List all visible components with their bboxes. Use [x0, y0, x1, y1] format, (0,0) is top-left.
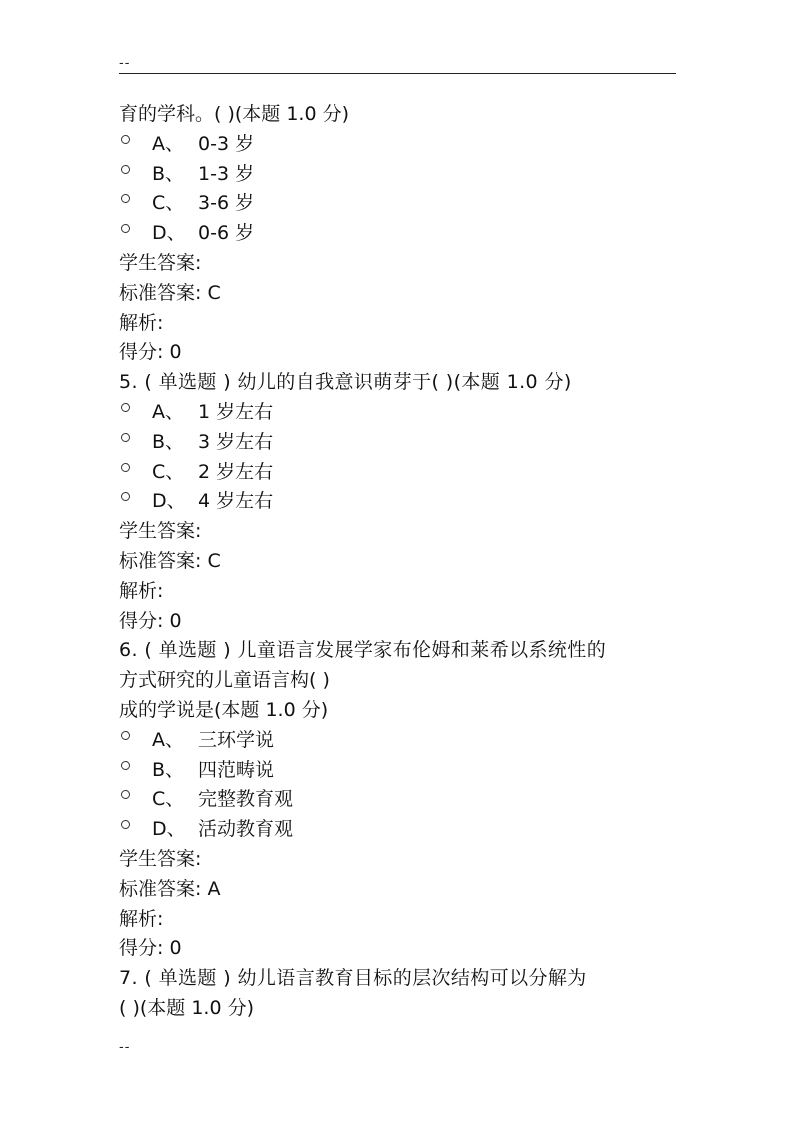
option-row[interactable]: [119, 458, 679, 488]
option-row[interactable]: [119, 785, 679, 815]
option-text: 1 岁左右: [198, 400, 274, 423]
radio-button-icon[interactable]: [121, 433, 130, 442]
option-row[interactable]: [119, 815, 679, 845]
question-stem: 6. ( 单选题 ) 儿童语言发展学家布伦姆和莱希以系统性的: [119, 639, 607, 662]
text-line: 学生答案:: [119, 251, 202, 274]
radio-button-icon[interactable]: [121, 731, 130, 740]
option-row[interactable]: [119, 160, 679, 190]
header-rule: [119, 73, 676, 74]
option-letter: B、: [152, 162, 185, 185]
text-line: 解析:: [119, 907, 164, 930]
option-letter: C、: [152, 192, 185, 215]
option-row[interactable]: [119, 398, 679, 428]
header-dashes: --: [119, 56, 131, 71]
option-letter: B、: [152, 758, 185, 781]
option-letter: A、: [152, 132, 184, 155]
text-line: 育的学科。( )(本题 1.0 分): [119, 103, 349, 125]
text-line: 得分: 0: [119, 937, 182, 960]
option-text: 3-6 岁: [198, 192, 255, 215]
option-text: 活动教育观: [198, 818, 294, 841]
footer-dashes: --: [119, 1040, 131, 1055]
option-text: 1-3 岁: [198, 162, 255, 185]
option-row[interactable]: [119, 487, 679, 517]
option-letter: D、: [152, 222, 186, 245]
option-row[interactable]: [119, 726, 679, 756]
option-row[interactable]: [119, 130, 679, 160]
option-row[interactable]: [119, 756, 679, 786]
text-line: 解析:: [119, 311, 164, 334]
radio-button-icon[interactable]: [121, 820, 130, 829]
radio-button-icon[interactable]: [121, 135, 130, 144]
text-line: 得分: 0: [119, 609, 182, 632]
option-letter: D、: [152, 818, 186, 841]
option-letter: C、: [152, 460, 185, 483]
option-text: 三环学说: [198, 728, 275, 751]
option-letter: D、: [152, 490, 186, 513]
question-stem: 7. ( 单选题 ) 幼儿语言教育目标的层次结构可以分解为: [119, 967, 587, 990]
text-line: 标准答案: A: [119, 877, 221, 900]
radio-button-icon[interactable]: [121, 492, 130, 501]
option-text: 3 岁左右: [198, 430, 274, 453]
radio-button-icon[interactable]: [121, 165, 130, 174]
option-text: 0-6 岁: [198, 222, 255, 245]
option-letter: C、: [152, 788, 185, 811]
exam-content: [119, 100, 679, 1024]
option-text: 完整教育观: [198, 788, 294, 811]
option-letter: A、: [152, 728, 184, 751]
option-row[interactable]: [119, 189, 679, 219]
radio-button-icon[interactable]: [121, 463, 130, 472]
text-line: 学生答案:: [119, 847, 202, 870]
text-line: 得分: 0: [119, 341, 182, 364]
text-line: ( )(本题 1.0 分): [119, 996, 254, 1019]
radio-button-icon[interactable]: [121, 194, 130, 203]
option-text: 0-3 岁: [198, 132, 255, 155]
option-text: 2 岁左右: [198, 460, 274, 483]
text-line: 成的学说是(本题 1.0 分): [119, 698, 329, 721]
radio-button-icon[interactable]: [121, 790, 130, 799]
text-line: 解析:: [119, 579, 164, 602]
radio-button-icon[interactable]: [121, 403, 130, 412]
option-text: 4 岁左右: [198, 490, 274, 513]
option-letter: A、: [152, 400, 184, 423]
option-letter: B、: [152, 430, 185, 453]
option-row[interactable]: [119, 219, 679, 249]
text-line: 学生答案:: [119, 520, 202, 543]
question-stem: 5. ( 单选题 ) 幼儿的自我意识萌芽于( )(本题 1.0 分): [119, 371, 572, 394]
radio-button-icon[interactable]: [121, 224, 130, 233]
text-line: 方式研究的儿童语言构( ): [119, 669, 330, 692]
text-line: 标准答案: C: [119, 281, 221, 304]
radio-button-icon[interactable]: [121, 761, 130, 770]
option-row[interactable]: [119, 428, 679, 458]
option-text: 四范畴说: [198, 758, 275, 781]
text-line: 标准答案: C: [119, 549, 221, 572]
